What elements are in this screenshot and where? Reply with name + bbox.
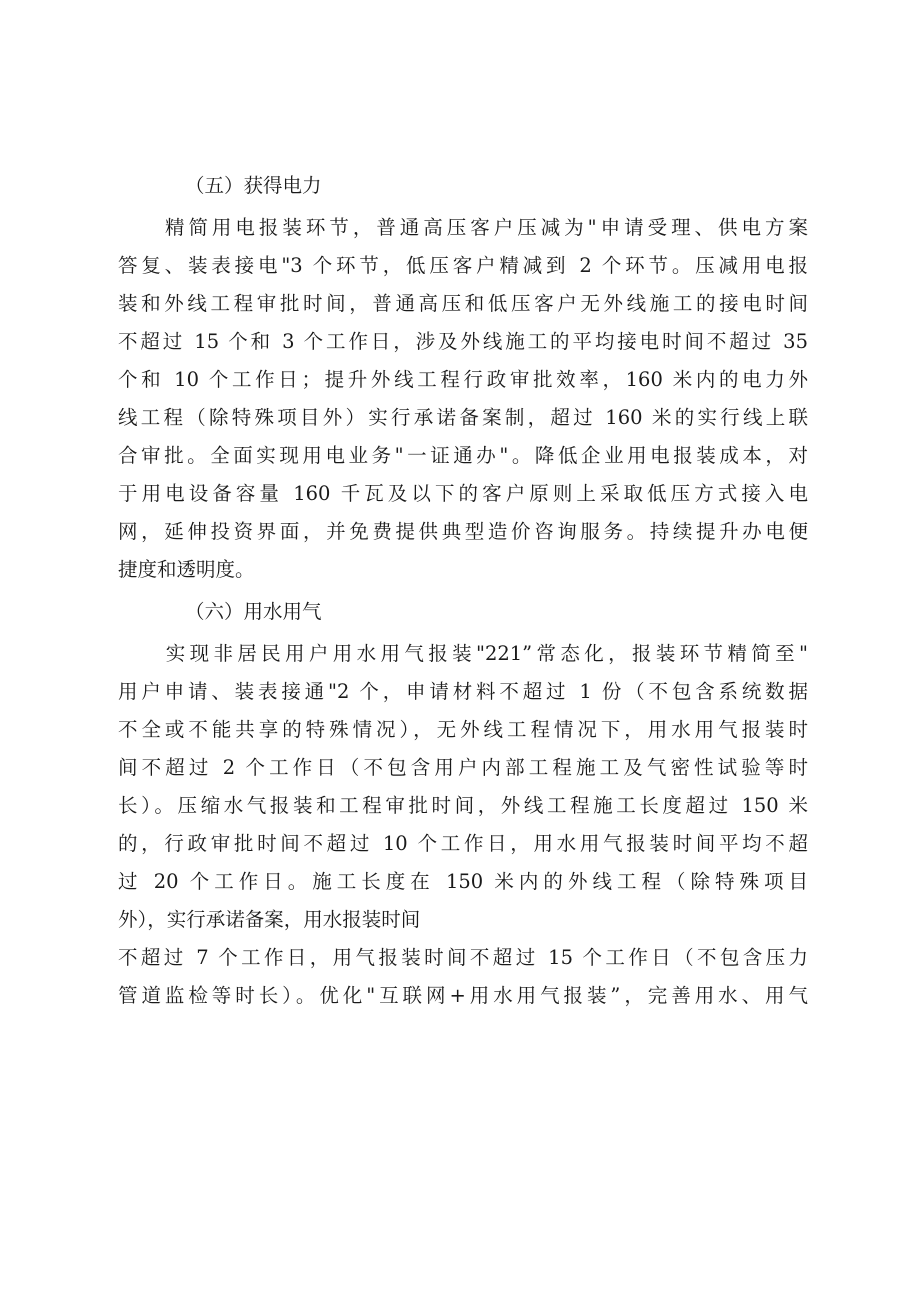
- paragraph-line: 长）。压缩水气报装和工程审批时间，外线工程施工长度超过 150 米: [118, 794, 808, 817]
- section-heading-electricity: （五）获得电力: [185, 174, 322, 197]
- paragraph-line: 外），实行承诺备案，用水报装时间: [118, 908, 421, 931]
- paragraph-line: 于用电设备容量 160 千瓦及以下的客户原则上采取低压方式接入电: [118, 482, 808, 505]
- paragraph-line: 捷度和透明度。: [118, 558, 255, 581]
- paragraph-line: 管道监检等时长）。优化"互联网+用水用气报装”，完善用水、用气: [118, 984, 808, 1007]
- paragraph-line: 合审批。全面实现用电业务"一证通办"。降低企业用电报装成本，对: [118, 444, 808, 467]
- paragraph-line: 用户申请、装表接通"2 个，申请材料不超过 1 份（不包含系统数据: [118, 680, 808, 703]
- paragraph-line: 个和 10 个工作日；提升外线工程行政审批效率，160 米内的电力外: [118, 368, 808, 391]
- paragraph-line: 精简用电报装环节，普通高压客户压减为"申请受理、供电方案: [118, 216, 808, 239]
- paragraph-line: 过 20 个工作日。施工长度在 150 米内的外线工程（除特殊项目: [118, 870, 808, 893]
- section-heading-water-gas: （六）用水用气: [185, 600, 322, 623]
- paragraph-line: 间不超过 2 个工作日（不包含用户内部工程施工及气密性试验等时: [118, 756, 808, 779]
- paragraph-line: 的，行政审批时间不超过 10 个工作日，用水用气报装时间平均不超: [118, 832, 808, 855]
- paragraph-line: 网，延伸投资界面，并免费提供典型造价咨询服务。持续提升办电便: [118, 520, 808, 543]
- paragraph-line: 答复、装表接电"3 个环节，低压客户精减到 2 个环节。压减用电报: [118, 254, 808, 277]
- paragraph-line: 装和外线工程审批时间，普通高压和低压客户无外线施工的接电时间: [118, 292, 808, 315]
- paragraph-line: 不全或不能共享的特殊情况），无外线工程情况下，用水用气报装时: [118, 718, 808, 741]
- paragraph-line: 不超过 7 个工作日，用气报装时间不超过 15 个工作日（不包含压力: [118, 946, 808, 969]
- paragraph-line: 不超过 15 个和 3 个工作日，涉及外线施工的平均接电时间不超过 35: [118, 330, 808, 353]
- paragraph-line: 实现非居民用户用水用气报装"221”常态化，报装环节精简至": [118, 642, 808, 665]
- paragraph-line: 线工程（除特殊项目外）实行承诺备案制，超过 160 米的实行线上联: [118, 406, 808, 429]
